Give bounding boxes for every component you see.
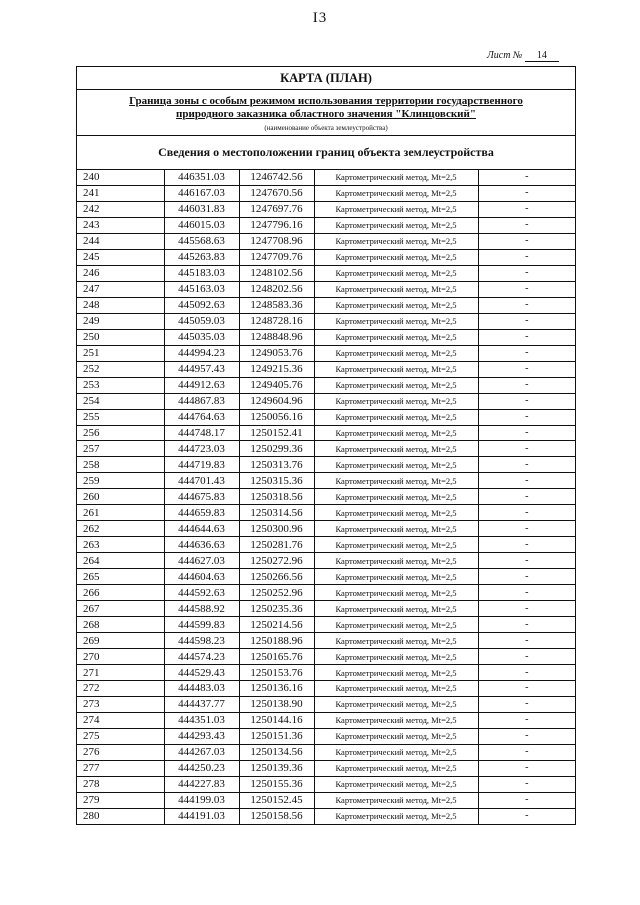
method-cell: Картометрический метод, Mt=2,5 [314, 792, 478, 808]
method-cell: Картометрический метод, Mt=2,5 [314, 265, 478, 281]
dash-cell: - [478, 521, 575, 537]
y-coordinate-cell: 1250134.56 [239, 744, 314, 760]
sheet-number: 14 [525, 50, 559, 62]
x-coordinate-cell: 444719.83 [164, 457, 239, 473]
table-row [77, 441, 575, 457]
method-cell: Картометрический метод, Mt=2,5 [314, 553, 478, 569]
dash-cell: - [478, 329, 575, 345]
y-coordinate-cell: 1250151.36 [239, 728, 314, 744]
dash-cell: - [478, 249, 575, 265]
y-coordinate-cell: 1250152.45 [239, 792, 314, 808]
table-row [77, 313, 575, 329]
x-coordinate-cell: 446015.03 [164, 217, 239, 233]
method-cell: Картометрический метод, Mt=2,5 [314, 712, 478, 728]
method-cell: Картометрический метод, Mt=2,5 [314, 617, 478, 633]
dash-cell: - [478, 170, 575, 185]
method-cell: Картометрический метод, Mt=2,5 [314, 281, 478, 297]
point-number-cell: 258 [77, 457, 164, 473]
method-cell: Картометрический метод, Mt=2,5 [314, 728, 478, 744]
point-number-cell: 262 [77, 521, 164, 537]
method-cell: Картометрический метод, Mt=2,5 [314, 696, 478, 712]
y-coordinate-cell: 1250266.56 [239, 569, 314, 585]
method-cell: Картометрический метод, Mt=2,5 [314, 776, 478, 792]
x-coordinate-cell: 444604.63 [164, 569, 239, 585]
point-number-cell: 241 [77, 185, 164, 201]
dash-cell: - [478, 712, 575, 728]
point-number-cell: 259 [77, 473, 164, 489]
sheet-label [487, 50, 559, 62]
dash-cell: - [478, 441, 575, 457]
point-number-cell: 271 [77, 665, 164, 681]
method-cell: Картометрический метод, Mt=2,5 [314, 297, 478, 313]
page-number: I3 [312, 10, 328, 26]
point-number-cell: 272 [77, 681, 164, 697]
dash-cell: - [478, 760, 575, 776]
x-coordinate-cell: 444627.03 [164, 553, 239, 569]
coordinates-table-body [77, 170, 575, 824]
table-row [77, 633, 575, 649]
y-coordinate-cell: 1250235.36 [239, 601, 314, 617]
table-row [77, 665, 575, 681]
point-number-cell: 267 [77, 601, 164, 617]
dash-cell: - [478, 233, 575, 249]
y-coordinate-cell: 1248848.96 [239, 329, 314, 345]
dash-cell: - [478, 792, 575, 808]
table-row [77, 170, 575, 185]
x-coordinate-cell: 444199.03 [164, 792, 239, 808]
method-cell: Картометрический метод, Mt=2,5 [314, 377, 478, 393]
point-number-cell: 266 [77, 585, 164, 601]
dash-cell: - [478, 505, 575, 521]
table-row [77, 505, 575, 521]
x-coordinate-cell: 444598.23 [164, 633, 239, 649]
dash-cell: - [478, 361, 575, 377]
x-coordinate-cell: 444723.03 [164, 441, 239, 457]
method-cell: Картометрический метод, Mt=2,5 [314, 170, 478, 185]
x-coordinate-cell: 444483.03 [164, 681, 239, 697]
table-row [77, 473, 575, 489]
table-row [77, 792, 575, 808]
y-coordinate-cell: 1249604.96 [239, 393, 314, 409]
y-coordinate-cell: 1250315.36 [239, 473, 314, 489]
method-cell: Картометрический метод, Mt=2,5 [314, 601, 478, 617]
x-coordinate-cell: 446351.03 [164, 170, 239, 185]
y-coordinate-cell: 1250313.76 [239, 457, 314, 473]
dash-cell: - [478, 313, 575, 329]
dash-cell: - [478, 728, 575, 744]
y-coordinate-cell: 1250144.16 [239, 712, 314, 728]
document-frame [76, 66, 576, 825]
dash-cell: - [478, 377, 575, 393]
point-number-cell: 265 [77, 569, 164, 585]
table-row [77, 393, 575, 409]
table-row [77, 185, 575, 201]
table-row [77, 696, 575, 712]
table-row [77, 329, 575, 345]
point-number-cell: 251 [77, 345, 164, 361]
x-coordinate-cell: 444599.83 [164, 617, 239, 633]
table-row [77, 233, 575, 249]
y-coordinate-cell: 1250056.16 [239, 409, 314, 425]
x-coordinate-cell: 444267.03 [164, 744, 239, 760]
y-coordinate-cell: 1250152.41 [239, 425, 314, 441]
y-coordinate-cell: 1250272.96 [239, 553, 314, 569]
dash-cell: - [478, 489, 575, 505]
object-name-caption: (наименование объекта землеустройства) [264, 124, 388, 132]
dash-cell: - [478, 776, 575, 792]
table-row [77, 457, 575, 473]
method-cell: Картометрический метод, Mt=2,5 [314, 489, 478, 505]
point-number-cell: 253 [77, 377, 164, 393]
method-cell: Картометрический метод, Mt=2,5 [314, 521, 478, 537]
method-cell: Картометрический метод, Mt=2,5 [314, 425, 478, 441]
object-name-line-2: природного заказника областного значения "Клинцовский" [176, 108, 476, 120]
dash-cell: - [478, 808, 575, 823]
method-cell: Картометрический метод, Mt=2,5 [314, 185, 478, 201]
dash-cell: - [478, 393, 575, 409]
table-row [77, 553, 575, 569]
coordinates-table [77, 170, 575, 824]
point-number-cell: 257 [77, 441, 164, 457]
y-coordinate-cell: 1250136.16 [239, 681, 314, 697]
y-coordinate-cell: 1247697.76 [239, 201, 314, 217]
dash-cell: - [478, 217, 575, 233]
x-coordinate-cell: 445263.83 [164, 249, 239, 265]
table-row [77, 201, 575, 217]
y-coordinate-cell: 1250252.96 [239, 585, 314, 601]
method-cell: Картометрический метод, Mt=2,5 [314, 361, 478, 377]
table-row [77, 377, 575, 393]
x-coordinate-cell: 444227.83 [164, 776, 239, 792]
point-number-cell: 275 [77, 728, 164, 744]
table-row [77, 521, 575, 537]
x-coordinate-cell: 444293.43 [164, 728, 239, 744]
y-coordinate-cell: 1250314.56 [239, 505, 314, 521]
y-coordinate-cell: 1248728.16 [239, 313, 314, 329]
x-coordinate-cell: 444592.63 [164, 585, 239, 601]
y-coordinate-cell: 1249053.76 [239, 345, 314, 361]
table-row [77, 617, 575, 633]
x-coordinate-cell: 444957.43 [164, 361, 239, 377]
dash-cell: - [478, 633, 575, 649]
x-coordinate-cell: 444250.23 [164, 760, 239, 776]
method-cell: Картометрический метод, Mt=2,5 [314, 681, 478, 697]
table-row [77, 361, 575, 377]
table-row [77, 585, 575, 601]
x-coordinate-cell: 444351.03 [164, 712, 239, 728]
x-coordinate-cell: 444994.23 [164, 345, 239, 361]
dash-cell: - [478, 265, 575, 281]
method-cell: Картометрический метод, Mt=2,5 [314, 537, 478, 553]
point-number-cell: 245 [77, 249, 164, 265]
method-cell: Картометрический метод, Mt=2,5 [314, 505, 478, 521]
point-number-cell: 269 [77, 633, 164, 649]
table-row [77, 601, 575, 617]
point-number-cell: 246 [77, 265, 164, 281]
x-coordinate-cell: 444659.83 [164, 505, 239, 521]
dash-cell: - [478, 185, 575, 201]
dash-cell: - [478, 201, 575, 217]
x-coordinate-cell: 445568.63 [164, 233, 239, 249]
y-coordinate-cell: 1249405.76 [239, 377, 314, 393]
y-coordinate-cell: 1250188.96 [239, 633, 314, 649]
x-coordinate-cell: 444588.92 [164, 601, 239, 617]
dash-cell: - [478, 537, 575, 553]
dash-cell: - [478, 696, 575, 712]
y-coordinate-cell: 1247670.56 [239, 185, 314, 201]
table-row [77, 249, 575, 265]
table-row [77, 489, 575, 505]
point-number-cell: 276 [77, 744, 164, 760]
y-coordinate-cell: 1250165.76 [239, 649, 314, 665]
dash-cell: - [478, 425, 575, 441]
dash-cell: - [478, 744, 575, 760]
point-number-cell: 256 [77, 425, 164, 441]
map-title: КАРТА (ПЛАН) [77, 67, 575, 90]
x-coordinate-cell: 444574.23 [164, 649, 239, 665]
point-number-cell: 240 [77, 170, 164, 185]
table-row [77, 808, 575, 823]
method-cell: Картометрический метод, Mt=2,5 [314, 201, 478, 217]
dash-cell: - [478, 617, 575, 633]
y-coordinate-cell: 1250214.56 [239, 617, 314, 633]
x-coordinate-cell: 444867.83 [164, 393, 239, 409]
y-coordinate-cell: 1250281.76 [239, 537, 314, 553]
method-cell: Картометрический метод, Mt=2,5 [314, 473, 478, 489]
method-cell: Картометрический метод, Mt=2,5 [314, 329, 478, 345]
x-coordinate-cell: 444191.03 [164, 808, 239, 823]
method-cell: Картометрический метод, Mt=2,5 [314, 665, 478, 681]
point-number-cell: 249 [77, 313, 164, 329]
table-row [77, 297, 575, 313]
point-number-cell: 254 [77, 393, 164, 409]
y-coordinate-cell: 1250299.36 [239, 441, 314, 457]
point-number-cell: 248 [77, 297, 164, 313]
x-coordinate-cell: 445059.03 [164, 313, 239, 329]
table-row [77, 409, 575, 425]
table-row [77, 712, 575, 728]
sheet-label-text: Лист № [487, 50, 523, 61]
point-number-cell: 270 [77, 649, 164, 665]
method-cell: Картометрический метод, Mt=2,5 [314, 585, 478, 601]
point-number-cell: 243 [77, 217, 164, 233]
x-coordinate-cell: 444636.63 [164, 537, 239, 553]
point-number-cell: 263 [77, 537, 164, 553]
method-cell: Картометрический метод, Mt=2,5 [314, 233, 478, 249]
x-coordinate-cell: 444764.63 [164, 409, 239, 425]
dash-cell: - [478, 457, 575, 473]
x-coordinate-cell: 444437.77 [164, 696, 239, 712]
point-number-cell: 244 [77, 233, 164, 249]
x-coordinate-cell: 444701.43 [164, 473, 239, 489]
x-coordinate-cell: 446167.03 [164, 185, 239, 201]
method-cell: Картометрический метод, Mt=2,5 [314, 249, 478, 265]
point-number-cell: 260 [77, 489, 164, 505]
x-coordinate-cell: 444644.63 [164, 521, 239, 537]
table-row [77, 537, 575, 553]
y-coordinate-cell: 1247708.96 [239, 233, 314, 249]
point-number-cell: 255 [77, 409, 164, 425]
section-title: Сведения о местоположении границ объекта землеустройства [77, 136, 575, 170]
x-coordinate-cell: 444748.17 [164, 425, 239, 441]
point-number-cell: 250 [77, 329, 164, 345]
dash-cell: - [478, 473, 575, 489]
method-cell: Картометрический метод, Mt=2,5 [314, 649, 478, 665]
point-number-cell: 280 [77, 808, 164, 823]
method-cell: Картометрический метод, Mt=2,5 [314, 760, 478, 776]
dash-cell: - [478, 409, 575, 425]
table-row [77, 569, 575, 585]
x-coordinate-cell: 444675.83 [164, 489, 239, 505]
y-coordinate-cell: 1250158.56 [239, 808, 314, 823]
x-coordinate-cell: 445092.63 [164, 297, 239, 313]
method-cell: Картометрический метод, Mt=2,5 [314, 313, 478, 329]
table-row [77, 681, 575, 697]
point-number-cell: 252 [77, 361, 164, 377]
x-coordinate-cell: 445163.03 [164, 281, 239, 297]
method-cell: Картометрический метод, Mt=2,5 [314, 457, 478, 473]
object-name-line-1: Граница зоны с особым режимом использования территории государственного [129, 95, 523, 107]
dash-cell: - [478, 585, 575, 601]
dash-cell: - [478, 553, 575, 569]
y-coordinate-cell: 1249215.36 [239, 361, 314, 377]
y-coordinate-cell: 1246742.56 [239, 170, 314, 185]
table-row [77, 760, 575, 776]
x-coordinate-cell: 446031.83 [164, 201, 239, 217]
point-number-cell: 261 [77, 505, 164, 521]
method-cell: Картометрический метод, Mt=2,5 [314, 633, 478, 649]
point-number-cell: 268 [77, 617, 164, 633]
y-coordinate-cell: 1250318.56 [239, 489, 314, 505]
object-name-block [77, 90, 575, 136]
y-coordinate-cell: 1250153.76 [239, 665, 314, 681]
y-coordinate-cell: 1247796.16 [239, 217, 314, 233]
table-row [77, 217, 575, 233]
table-row [77, 744, 575, 760]
table-row [77, 649, 575, 665]
table-row [77, 281, 575, 297]
dash-cell: - [478, 601, 575, 617]
point-number-cell: 274 [77, 712, 164, 728]
dash-cell: - [478, 681, 575, 697]
y-coordinate-cell: 1250155.36 [239, 776, 314, 792]
point-number-cell: 264 [77, 553, 164, 569]
x-coordinate-cell: 444529.43 [164, 665, 239, 681]
dash-cell: - [478, 569, 575, 585]
method-cell: Картометрический метод, Mt=2,5 [314, 393, 478, 409]
method-cell: Картометрический метод, Mt=2,5 [314, 808, 478, 823]
y-coordinate-cell: 1248583.36 [239, 297, 314, 313]
method-cell: Картометрический метод, Mt=2,5 [314, 217, 478, 233]
table-row [77, 425, 575, 441]
x-coordinate-cell: 445183.03 [164, 265, 239, 281]
point-number-cell: 278 [77, 776, 164, 792]
y-coordinate-cell: 1250139.36 [239, 760, 314, 776]
point-number-cell: 242 [77, 201, 164, 217]
dash-cell: - [478, 297, 575, 313]
dash-cell: - [478, 281, 575, 297]
y-coordinate-cell: 1247709.76 [239, 249, 314, 265]
table-row [77, 728, 575, 744]
point-number-cell: 279 [77, 792, 164, 808]
dash-cell: - [478, 665, 575, 681]
table-row [77, 776, 575, 792]
method-cell: Картометрический метод, Mt=2,5 [314, 744, 478, 760]
method-cell: Картометрический метод, Mt=2,5 [314, 569, 478, 585]
table-row [77, 345, 575, 361]
method-cell: Картометрический метод, Mt=2,5 [314, 409, 478, 425]
y-coordinate-cell: 1248102.56 [239, 265, 314, 281]
dash-cell: - [478, 345, 575, 361]
method-cell: Картометрический метод, Mt=2,5 [314, 345, 478, 361]
y-coordinate-cell: 1250300.96 [239, 521, 314, 537]
point-number-cell: 277 [77, 760, 164, 776]
y-coordinate-cell: 1248202.56 [239, 281, 314, 297]
y-coordinate-cell: 1250138.90 [239, 696, 314, 712]
point-number-cell: 247 [77, 281, 164, 297]
point-number-cell: 273 [77, 696, 164, 712]
method-cell: Картометрический метод, Mt=2,5 [314, 441, 478, 457]
table-row [77, 265, 575, 281]
dash-cell: - [478, 649, 575, 665]
x-coordinate-cell: 445035.03 [164, 329, 239, 345]
x-coordinate-cell: 444912.63 [164, 377, 239, 393]
